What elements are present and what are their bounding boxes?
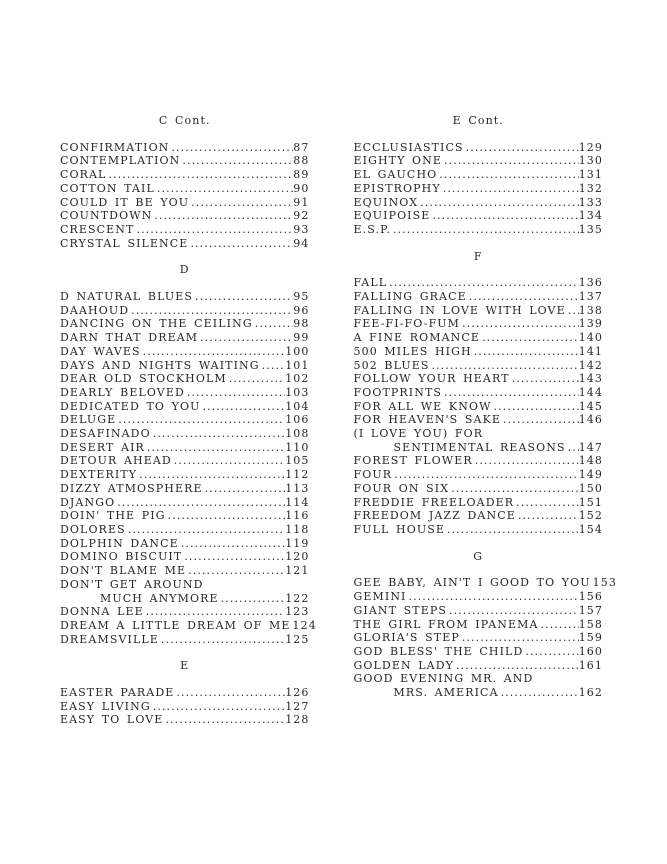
toc-entry-title: DETOUR AHEAD bbox=[60, 454, 172, 468]
toc-entry bbox=[60, 400, 310, 414]
dot-leader bbox=[420, 196, 579, 210]
toc-entry-page: 103 bbox=[285, 385, 310, 399]
toc-entry-title: MUCH ANYMORE bbox=[100, 591, 219, 605]
toc-entry bbox=[354, 290, 604, 304]
toc-entry bbox=[354, 331, 604, 345]
toc-entry-title: CORAL bbox=[60, 168, 107, 182]
toc-entry bbox=[60, 537, 310, 551]
toc-entry-title: DON'T GET AROUND bbox=[60, 577, 204, 591]
toc-entry-page: 124 bbox=[292, 618, 317, 632]
toc-entry-title: EL GAUCHO bbox=[353, 168, 438, 182]
toc-entry-page: 140 bbox=[578, 331, 603, 345]
toc-entry-title: CRESCENT bbox=[60, 222, 135, 236]
toc-entry-title: DAAHOUD bbox=[60, 303, 130, 317]
dot-leader bbox=[432, 359, 579, 373]
toc-entry-page: 128 bbox=[285, 713, 310, 727]
toc-entry bbox=[60, 345, 310, 359]
toc-entry-page: 126 bbox=[285, 686, 310, 700]
dot-leader bbox=[439, 168, 578, 182]
section-header: F bbox=[473, 249, 483, 263]
toc-entry-page: 99 bbox=[293, 331, 310, 345]
dot-leader bbox=[131, 304, 293, 318]
toc-entry-page: 160 bbox=[578, 644, 603, 658]
dot-leader bbox=[195, 290, 293, 304]
toc-entry-page: 123 bbox=[285, 605, 310, 619]
toc-entry-title: ECCLUSIASTICS bbox=[353, 140, 464, 154]
toc-entry-title: FREDDIE FREELOADER bbox=[353, 495, 515, 509]
toc-entry-title: CONFIRMATION bbox=[60, 140, 170, 154]
toc-entry-title: FOLLOW YOUR HEART bbox=[353, 372, 510, 386]
dot-leader bbox=[262, 359, 286, 373]
dot-leader bbox=[188, 564, 285, 578]
toc-entry-page: 158 bbox=[578, 617, 603, 631]
toc-entry bbox=[354, 413, 604, 427]
toc-columns bbox=[60, 114, 617, 740]
toc-entry bbox=[354, 427, 604, 441]
toc-entry-title: DESERT AIR bbox=[60, 440, 145, 454]
toc-entry bbox=[60, 359, 310, 373]
toc-entry-page: 106 bbox=[285, 413, 310, 427]
toc-entry-page: 150 bbox=[578, 481, 603, 495]
toc-entry-title: EASY TO LOVE bbox=[60, 713, 164, 727]
toc-entry bbox=[60, 317, 310, 331]
dot-leader bbox=[394, 468, 579, 482]
toc-entry bbox=[60, 564, 310, 578]
toc-entry-title: FOR ALL WE KNOW bbox=[353, 399, 492, 413]
toc-entry-page: 146 bbox=[578, 413, 603, 427]
toc-entry bbox=[354, 672, 604, 686]
toc-entry-title: DOMINO BISCUIT bbox=[60, 550, 183, 564]
toc-entry bbox=[354, 196, 604, 210]
toc-entry-page: 161 bbox=[578, 658, 603, 672]
section-header: E bbox=[180, 659, 190, 673]
toc-entry bbox=[354, 631, 604, 645]
dot-leader bbox=[541, 618, 579, 632]
toc-entry-title: EASTER PARADE bbox=[60, 686, 175, 700]
toc-entry bbox=[60, 209, 310, 223]
toc-entry-page: 87 bbox=[293, 140, 310, 154]
toc-entry bbox=[60, 454, 310, 468]
toc-entry-title: DARN THAT DREAM bbox=[60, 331, 199, 345]
toc-entry bbox=[354, 141, 604, 155]
toc-entry-page: 131 bbox=[578, 168, 603, 182]
toc-entry bbox=[60, 700, 310, 714]
toc-entry-page: 88 bbox=[293, 154, 310, 168]
toc-entry-title: DON'T BLAME ME bbox=[60, 564, 187, 578]
toc-entry bbox=[60, 482, 310, 496]
toc-entry-title: FOUR bbox=[353, 468, 393, 482]
dot-leader bbox=[229, 372, 285, 386]
toc-entry bbox=[60, 290, 310, 304]
toc-entry-page: 134 bbox=[578, 209, 603, 223]
toc-entry-page: 114 bbox=[285, 495, 310, 509]
toc-entry bbox=[60, 168, 310, 182]
toc-entry-title: DREAM A LITTLE DREAM OF ME bbox=[60, 618, 291, 632]
toc-entry-page: 137 bbox=[578, 290, 603, 304]
toc-entry-page: 133 bbox=[578, 195, 603, 209]
toc-entry-title: 502 BLUES bbox=[353, 358, 430, 372]
dot-leader bbox=[200, 331, 293, 345]
toc-entry-page: 142 bbox=[578, 358, 603, 372]
toc-entry-title: FREEDOM JAZZ DANCE bbox=[353, 509, 516, 523]
toc-entry-title: EIGHTY ONE bbox=[353, 154, 443, 168]
toc-entry bbox=[60, 605, 310, 619]
toc-entry-title: EQUIPOISE bbox=[353, 209, 431, 223]
toc-entry-page: 157 bbox=[578, 603, 603, 617]
toc-entry bbox=[354, 645, 604, 659]
toc-entry-title: COULD IT BE YOU bbox=[60, 195, 190, 209]
dot-leader bbox=[456, 659, 579, 673]
toc-entry-page: 92 bbox=[293, 209, 310, 223]
dot-leader bbox=[255, 317, 294, 331]
toc-entry-page: 102 bbox=[285, 372, 310, 386]
toc-entry bbox=[354, 659, 604, 673]
toc-entry bbox=[354, 604, 604, 618]
dot-leader bbox=[516, 496, 579, 510]
toc-entry-title: FALLING IN LOVE WITH LOVE bbox=[353, 303, 566, 317]
toc-entry-title: FOOTPRINTS bbox=[353, 385, 443, 399]
toc-entry-page: 94 bbox=[293, 236, 310, 250]
toc-entry-title: CRYSTAL SILENCE bbox=[60, 236, 189, 250]
toc-entry bbox=[60, 633, 310, 647]
toc-entry-title: DOLPHIN DANCE bbox=[60, 536, 179, 550]
dot-leader bbox=[449, 604, 579, 618]
toc-entry-title: DREAMSVILLE bbox=[60, 632, 159, 646]
toc-entry-page: 156 bbox=[578, 590, 603, 604]
toc-section bbox=[353, 549, 617, 700]
toc-entry bbox=[60, 304, 310, 318]
dot-leader bbox=[493, 400, 578, 414]
toc-entry-page: 135 bbox=[578, 222, 603, 236]
toc-entry bbox=[354, 345, 604, 359]
toc-entry-page: 145 bbox=[578, 399, 603, 413]
toc-entry bbox=[60, 550, 310, 564]
right-column bbox=[353, 114, 617, 740]
toc-entry-title: D NATURAL BLUES bbox=[60, 290, 194, 304]
toc-entry-title: DEARLY BELOVED bbox=[60, 385, 185, 399]
toc-entry bbox=[354, 496, 604, 510]
dot-leader bbox=[176, 686, 285, 700]
toc-entry-page: 148 bbox=[578, 454, 603, 468]
toc-entry bbox=[354, 686, 604, 700]
toc-entry-title: EPISTROPHY bbox=[353, 181, 441, 195]
toc-entry bbox=[354, 223, 604, 237]
toc-entry-title: DEAR OLD STOCKHOLM bbox=[60, 372, 227, 386]
dot-leader bbox=[568, 441, 579, 455]
toc-entry-title: FULL HOUSE bbox=[353, 522, 445, 536]
dot-leader bbox=[462, 631, 579, 645]
toc-entry-title: FOUR ON SIX bbox=[353, 481, 450, 495]
dot-leader bbox=[475, 454, 579, 468]
dot-leader bbox=[518, 509, 579, 523]
dot-leader bbox=[187, 386, 285, 400]
dot-leader bbox=[139, 468, 285, 482]
dot-leader bbox=[205, 482, 286, 496]
dot-leader bbox=[443, 182, 579, 196]
toc-entry bbox=[60, 686, 310, 700]
toc-entry bbox=[354, 618, 604, 632]
dot-leader bbox=[165, 713, 285, 727]
toc-entry-title: DJANGO bbox=[60, 495, 116, 509]
dot-leader bbox=[462, 317, 579, 331]
toc-entry-page: 91 bbox=[293, 195, 310, 209]
section-header: G bbox=[473, 549, 484, 563]
toc-entry-title: CONTEMPLATION bbox=[60, 154, 181, 168]
toc-entry bbox=[354, 468, 604, 482]
dot-leader bbox=[466, 141, 579, 155]
toc-entry-title: DESAFINADO bbox=[60, 427, 151, 441]
toc-entry-page: 116 bbox=[285, 509, 310, 523]
dot-leader bbox=[451, 482, 579, 496]
dot-leader bbox=[503, 413, 579, 427]
toc-entry bbox=[354, 590, 604, 604]
dot-leader bbox=[447, 523, 579, 537]
dot-leader bbox=[174, 454, 285, 468]
toc-entry-title: THE GIRL FROM IPANEMA bbox=[353, 617, 539, 631]
dot-leader bbox=[153, 700, 285, 714]
section-header: C Cont. bbox=[158, 114, 211, 127]
toc-entry bbox=[60, 413, 310, 427]
toc-entry bbox=[354, 454, 604, 468]
toc-entry-page: 154 bbox=[578, 522, 603, 536]
toc-entry bbox=[60, 509, 310, 523]
toc-entry bbox=[60, 592, 310, 606]
toc-entry-page: 144 bbox=[578, 385, 603, 399]
dot-leader bbox=[568, 304, 579, 318]
toc-entry-title: GOOD EVENING MR. AND bbox=[353, 672, 534, 686]
toc-entry-title: MRS. AMERICA bbox=[393, 686, 499, 700]
toc-entry-page: 138 bbox=[578, 303, 603, 317]
toc-entry bbox=[354, 276, 604, 290]
toc-entry-title: DAY WAVES bbox=[60, 344, 141, 358]
toc-entry-page: 122 bbox=[285, 591, 310, 605]
toc-entry bbox=[354, 441, 604, 455]
dot-leader bbox=[143, 345, 286, 359]
toc-entry bbox=[60, 713, 310, 727]
dot-leader bbox=[182, 154, 293, 168]
toc-entry bbox=[354, 317, 604, 331]
toc-entry-page: 127 bbox=[285, 699, 310, 713]
toc-entry-page: 98 bbox=[293, 317, 310, 331]
toc-entry-page: 151 bbox=[578, 495, 603, 509]
toc-entry bbox=[60, 578, 310, 592]
toc-entry-title: DANCING ON THE CEILING bbox=[60, 317, 253, 331]
dot-leader bbox=[501, 686, 579, 700]
toc-entry-page: 147 bbox=[578, 440, 603, 454]
toc-entry bbox=[60, 441, 310, 455]
toc-entry-title: DIZZY ATMOSPHERE bbox=[60, 481, 203, 495]
toc-entry-title: GEE BABY, AIN'T I GOOD TO YOU bbox=[353, 576, 591, 590]
toc-section bbox=[354, 250, 604, 537]
toc-entry bbox=[60, 182, 310, 196]
toc-entry-title: FOREST FLOWER bbox=[353, 454, 473, 468]
toc-entry-title: (I LOVE YOU) FOR bbox=[353, 427, 484, 441]
dot-leader bbox=[168, 509, 286, 523]
dot-leader bbox=[482, 331, 579, 345]
dot-leader bbox=[409, 590, 579, 604]
toc-entry bbox=[60, 331, 310, 345]
toc-entry bbox=[354, 372, 604, 386]
toc-entry-title: SENTIMENTAL REASONS bbox=[393, 440, 566, 454]
toc-entry-page: 143 bbox=[578, 372, 603, 386]
toc-entry-title: GLORIA'S STEP bbox=[353, 631, 460, 645]
toc-entry bbox=[60, 496, 310, 510]
dot-leader bbox=[525, 645, 578, 659]
toc-entry bbox=[354, 386, 604, 400]
dot-leader bbox=[474, 345, 579, 359]
toc-entry-title: FALLING GRACE bbox=[353, 290, 467, 304]
toc-entry-page: 93 bbox=[293, 222, 310, 236]
toc-entry bbox=[354, 359, 604, 373]
toc-entry bbox=[354, 304, 604, 318]
toc-entry-title: FOR HEAVEN'S SAKE bbox=[353, 413, 502, 427]
toc-entry-page: 95 bbox=[293, 290, 310, 304]
dot-leader bbox=[444, 386, 579, 400]
toc-entry-page: 119 bbox=[285, 536, 310, 550]
toc-entry-title: COTTON TAIL bbox=[60, 181, 155, 195]
toc-entry-title: DAYS AND NIGHTS WAITING bbox=[60, 358, 260, 372]
toc-entry bbox=[354, 154, 604, 168]
toc-entry bbox=[60, 386, 310, 400]
toc-entry-title: E.S.P. bbox=[353, 222, 391, 236]
toc-entry-title: GIANT STEPS bbox=[353, 603, 447, 617]
toc-entry bbox=[60, 237, 310, 251]
dot-leader bbox=[117, 496, 285, 510]
toc-entry-page: 139 bbox=[578, 317, 603, 331]
dot-leader bbox=[154, 209, 293, 223]
toc-entry-title: EQUINOX bbox=[353, 195, 419, 209]
toc-entry-title: DELUGE bbox=[60, 413, 117, 427]
toc-entry bbox=[60, 154, 310, 168]
toc-entry-page: 121 bbox=[285, 564, 310, 578]
toc-entry-page: 101 bbox=[285, 358, 310, 372]
dot-leader bbox=[157, 182, 293, 196]
dot-leader bbox=[184, 550, 285, 564]
toc-entry-page: 130 bbox=[578, 154, 603, 168]
toc-entry bbox=[354, 168, 604, 182]
toc-entry-title: DOLORES bbox=[60, 522, 126, 536]
toc-section bbox=[60, 114, 310, 250]
dot-leader bbox=[171, 141, 293, 155]
toc-entry-page: 100 bbox=[285, 344, 310, 358]
toc-entry-title: 500 MILES HIGH bbox=[353, 344, 472, 358]
toc-entry bbox=[60, 523, 310, 537]
toc-entry-page: 153 bbox=[592, 576, 617, 590]
toc-entry-title: FALL bbox=[353, 276, 388, 290]
toc-entry bbox=[60, 372, 310, 386]
toc-entry-page: 152 bbox=[578, 509, 603, 523]
toc-section bbox=[60, 263, 317, 646]
dot-leader bbox=[161, 633, 285, 647]
toc-entry-title: GEMINI bbox=[353, 590, 407, 604]
toc-entry-title: GOLDEN LADY bbox=[353, 658, 455, 672]
dot-leader bbox=[191, 196, 293, 210]
toc-entry-page: 149 bbox=[578, 468, 603, 482]
toc-entry-title: DONNA LEE bbox=[60, 605, 144, 619]
toc-entry-title: EASY LIVING bbox=[60, 699, 151, 713]
dot-leader bbox=[432, 209, 578, 223]
toc-entry bbox=[353, 576, 617, 590]
left-column bbox=[60, 114, 317, 740]
toc-entry-page: 118 bbox=[285, 522, 310, 536]
dot-leader bbox=[128, 523, 285, 537]
toc-entry-page: 105 bbox=[285, 454, 310, 468]
toc-entry-title: DOIN' THE PIG bbox=[60, 509, 166, 523]
dot-leader bbox=[389, 276, 579, 290]
toc-entry-page: 162 bbox=[578, 686, 603, 700]
dot-leader bbox=[153, 427, 285, 441]
toc-entry bbox=[60, 141, 310, 155]
toc-entry-page: 120 bbox=[285, 550, 310, 564]
dot-leader bbox=[202, 400, 285, 414]
toc-entry-title: GOD BLESS' THE CHILD bbox=[353, 644, 524, 658]
dot-leader bbox=[147, 441, 285, 455]
dot-leader bbox=[393, 223, 579, 237]
toc-entry-page: 108 bbox=[285, 427, 310, 441]
toc-entry-page: 104 bbox=[285, 399, 310, 413]
toc-entry-page: 132 bbox=[578, 181, 603, 195]
toc-entry-title: A FINE ROMANCE bbox=[353, 331, 481, 345]
toc-entry-title: DEDICATED TO YOU bbox=[60, 399, 201, 413]
dot-leader bbox=[108, 168, 293, 182]
toc-entry-page: 125 bbox=[285, 632, 310, 646]
toc-entry bbox=[354, 523, 604, 537]
dot-leader bbox=[136, 223, 293, 237]
toc-entry-page: 136 bbox=[578, 276, 603, 290]
toc-section bbox=[60, 659, 310, 727]
toc-section bbox=[354, 114, 604, 237]
toc-entry-page: 159 bbox=[578, 631, 603, 645]
dot-leader bbox=[146, 605, 285, 619]
dot-leader bbox=[512, 372, 579, 386]
dot-leader bbox=[221, 592, 286, 606]
dot-leader bbox=[181, 537, 285, 551]
section-header: D bbox=[179, 263, 190, 277]
toc-entry bbox=[60, 196, 310, 210]
toc-entry bbox=[354, 182, 604, 196]
toc-entry bbox=[60, 427, 310, 441]
toc-entry bbox=[354, 209, 604, 223]
toc-entry bbox=[354, 509, 604, 523]
toc-entry-page: 113 bbox=[285, 481, 310, 495]
toc-entry-title: DEXTERITY bbox=[60, 468, 138, 482]
dot-leader bbox=[469, 290, 579, 304]
toc-entry bbox=[354, 400, 604, 414]
toc-entry bbox=[60, 468, 310, 482]
toc-entry-title: COUNTDOWN bbox=[60, 209, 153, 223]
dot-leader bbox=[190, 237, 293, 251]
toc-entry-page: 112 bbox=[285, 468, 310, 482]
toc-entry bbox=[354, 482, 604, 496]
toc-entry-page: 96 bbox=[293, 303, 310, 317]
toc-entry-page: 110 bbox=[285, 440, 310, 454]
toc-entry bbox=[60, 223, 310, 237]
section-header: E Cont. bbox=[452, 114, 504, 127]
toc-entry-page: 90 bbox=[293, 181, 310, 195]
toc-entry-page: 141 bbox=[578, 344, 603, 358]
toc-entry bbox=[60, 618, 317, 633]
toc-entry-title: FEE-FI-FO-FUM bbox=[353, 317, 461, 331]
dot-leader bbox=[118, 413, 285, 427]
toc-entry-page: 89 bbox=[293, 168, 310, 182]
toc-entry-page: 129 bbox=[578, 140, 603, 154]
dot-leader bbox=[444, 154, 579, 168]
